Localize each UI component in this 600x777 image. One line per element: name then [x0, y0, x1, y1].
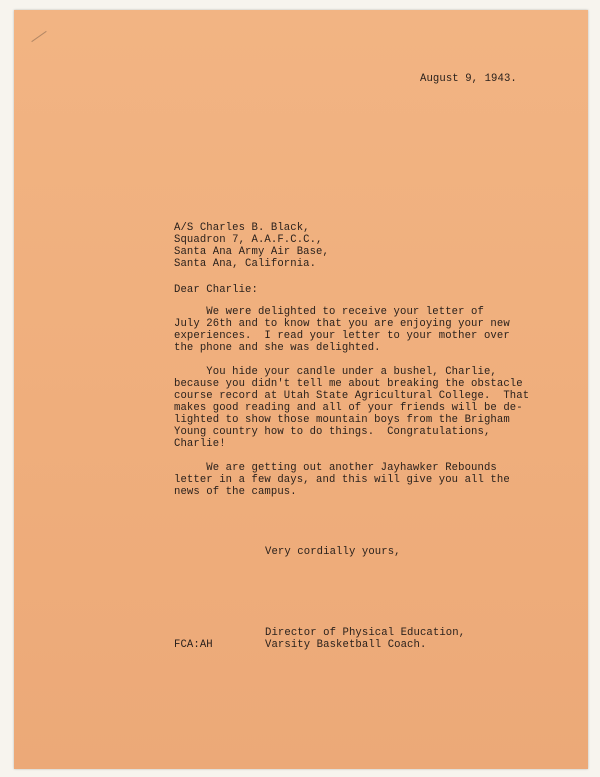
body-line: You hide your candle under a bushel, Charlie, [174, 366, 497, 378]
body-line: We are getting out another Jayhawker Rebounds [174, 462, 497, 474]
body-line: course record at Utah State Agricultural College. That [174, 390, 530, 402]
body-line: because you didn't tell me about breaking the obstacle [174, 378, 523, 390]
body-line: We were delighted to receive your letter of [174, 306, 484, 318]
address-line: Santa Ana Army Air Base, [174, 246, 329, 258]
signature-title-line: Varsity Basketball Coach. [265, 639, 427, 651]
body-line: Charlie! [174, 438, 226, 450]
reference-initials: FCA:AH [174, 639, 213, 651]
body-line: makes good reading and all of your friends will be de- [174, 402, 523, 414]
body-line: experiences. I read your letter to your mother over [174, 330, 510, 342]
body-line: July 26th and to know that you are enjoying your new [174, 318, 510, 330]
address-line: Santa Ana, California. [174, 258, 317, 270]
body-line: Young country how to do things. Congratulations, [174, 426, 491, 438]
body-line: news of the campus. [174, 486, 297, 498]
letter-date: August 9, 1943. [420, 73, 517, 85]
closing: Very cordially yours, [265, 546, 401, 558]
body-line: the phone and she was delighted. [174, 342, 381, 354]
salutation: Dear Charlie: [174, 284, 258, 296]
address-line: A/S Charles B. Black, [174, 222, 310, 234]
body-line: letter in a few days, and this will give you all the [174, 474, 510, 486]
address-line: Squadron 7, A.A.F.C.C., [174, 234, 323, 246]
signature-title-line: Director of Physical Education, [265, 627, 466, 639]
body-line: lighted to show those mountain boys from the Brigham [174, 414, 510, 426]
